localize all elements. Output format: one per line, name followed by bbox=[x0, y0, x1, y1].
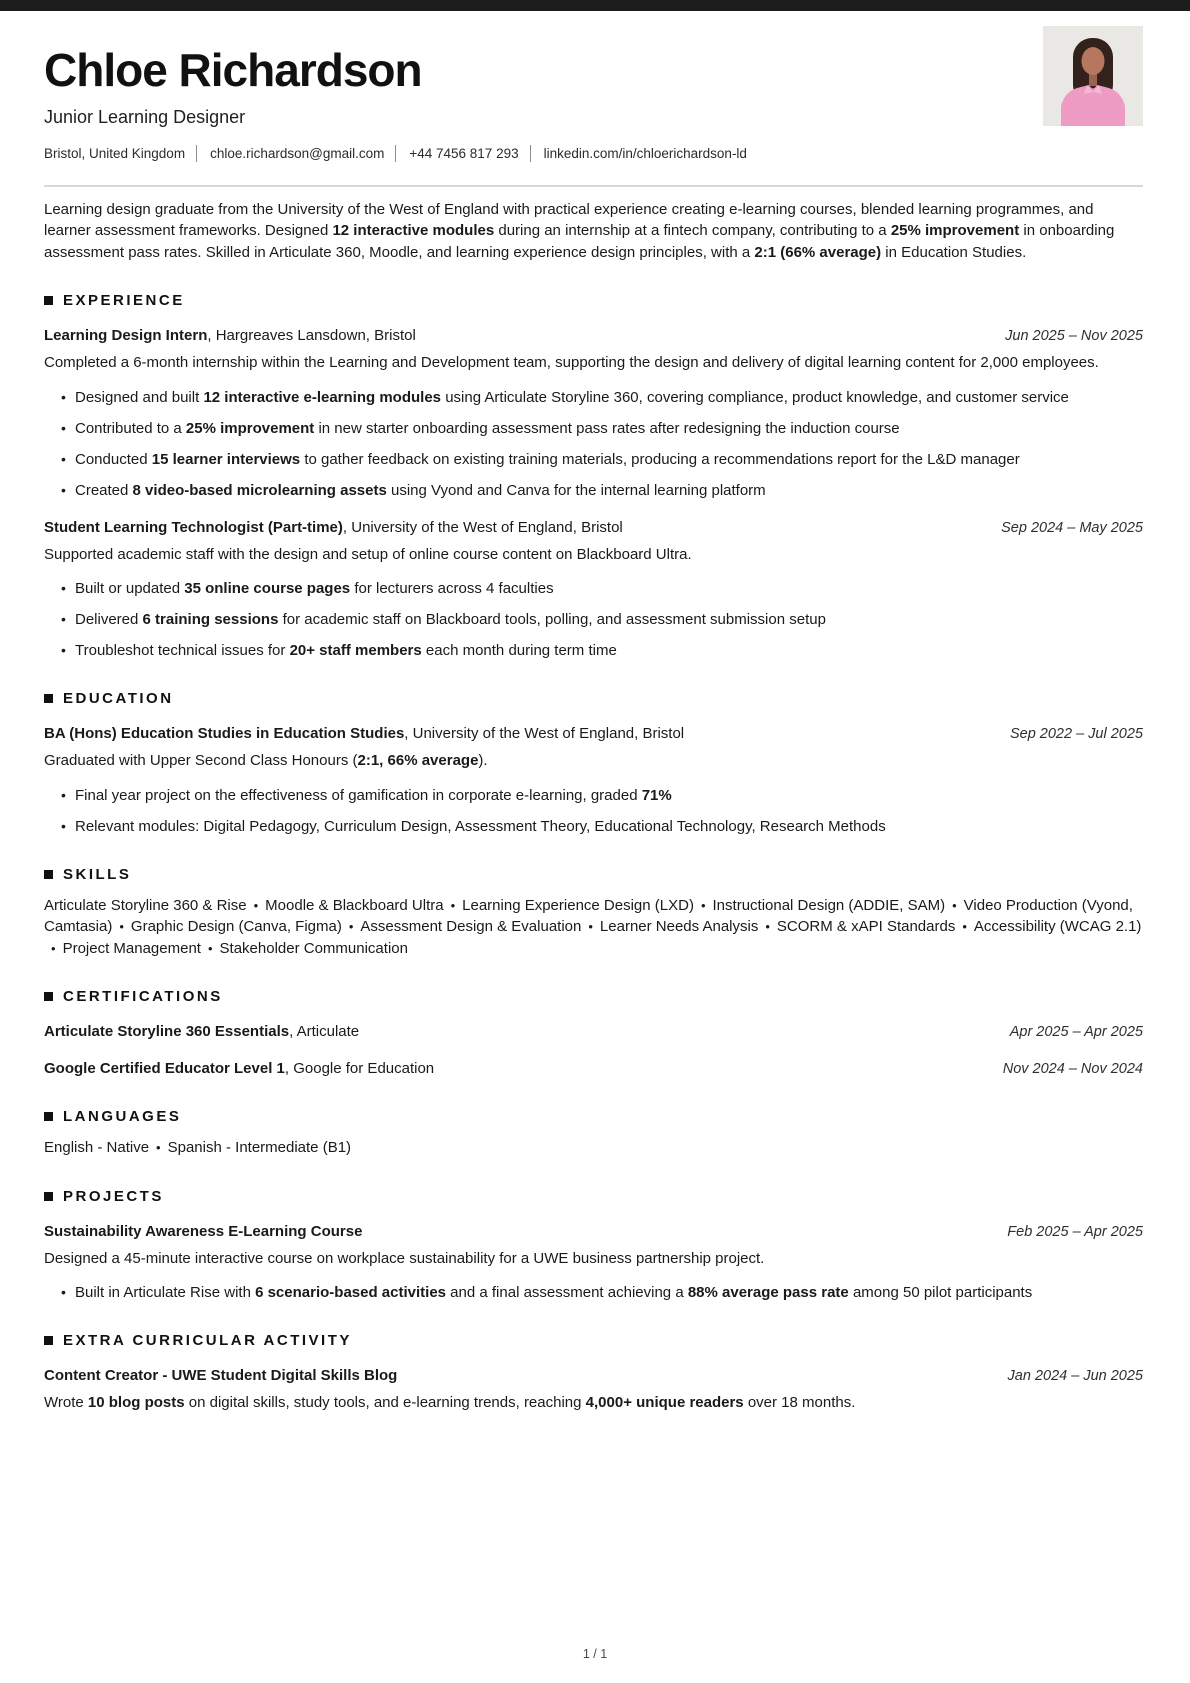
entry-header bbox=[44, 325, 1143, 346]
section-title: CERTIFICATIONS bbox=[63, 988, 223, 1006]
entry bbox=[44, 723, 1143, 837]
entry-title: Student Learning Technologist (Part-time), University of the West of England, Bristol bbox=[44, 518, 623, 536]
bullet-item: • Contributed to a 25% improvement in new starter onboarding assessment pass rates after redesigning the induction course bbox=[75, 418, 1143, 439]
inline-item: Accessibility (WCAG 2.1) bbox=[973, 918, 1142, 936]
bullet-item: • Conducted 15 learner interviews to gather feedback on existing training materials, producing a recommendations report for the L&D manager bbox=[75, 449, 1143, 470]
bullet-item: • Final year project on the effectiveness of gamification in corporate e-learning, graded 71% bbox=[75, 785, 1143, 806]
section-square-icon bbox=[44, 694, 53, 703]
inline-item: Assessment Design & Evaluation bbox=[360, 918, 582, 936]
contact-item: Bristol, United Kingdom bbox=[44, 145, 186, 161]
section-square-icon bbox=[44, 992, 53, 1001]
inline-item: Learning Experience Design (LXD) bbox=[462, 896, 694, 914]
entry-description: Wrote 10 blog posts on digital skills, study tools, and e-learning trends, reaching 4,000+ unique readers over 18 months. bbox=[44, 1394, 856, 1412]
section-header bbox=[44, 866, 1143, 883]
inline-item: Moodle & Blackboard Ultra bbox=[265, 896, 444, 914]
entry-description: Supported academic staff with the design and setup of online course content on Blackboard Ultra. bbox=[44, 545, 692, 563]
entry-description: Graduated with Upper Second Class Honours (2:1, 66% average). bbox=[44, 752, 488, 770]
contact-separator bbox=[196, 145, 197, 162]
bullet-item: • Delivered 6 training sessions for academic staff on Blackboard tools, polling, and assessment submission setup bbox=[75, 609, 1143, 630]
inline-item: Spanish - Intermediate (B1) bbox=[167, 1139, 352, 1157]
entry-title: Content Creator - UWE Student Digital Skills Blog bbox=[44, 1367, 398, 1385]
section-title: EXTRA CURRICULAR ACTIVITY bbox=[63, 1332, 352, 1350]
section-certifications bbox=[44, 988, 1143, 1079]
entry bbox=[44, 517, 1143, 662]
section-projects bbox=[44, 1188, 1143, 1304]
bullet-item: • Built or updated 35 online course pages for lecturers across 4 faculties bbox=[75, 578, 1143, 599]
entry-title: Articulate Storyline 360 Essentials, Articulate bbox=[44, 1023, 360, 1041]
section-experience bbox=[44, 292, 1143, 661]
resume-content bbox=[0, 11, 1190, 1414]
section-square-icon bbox=[44, 296, 53, 305]
contact-item: linkedin.com/in/chloerichardson-ld bbox=[543, 145, 747, 161]
profile-photo bbox=[1043, 26, 1143, 126]
page-number: 1 / 1 bbox=[582, 1647, 608, 1661]
entry-date: Jan 2024 – Jun 2025 bbox=[1007, 1368, 1143, 1385]
section-header bbox=[44, 292, 1143, 309]
inline-item: English - Native bbox=[44, 1139, 150, 1157]
top-bar bbox=[0, 0, 1190, 11]
section-inline-list bbox=[44, 895, 1143, 960]
entry-date: Feb 2025 – Apr 2025 bbox=[1007, 1223, 1143, 1240]
section-title: EDUCATION bbox=[63, 690, 174, 708]
bullet-item: • Troubleshot technical issues for 20+ staff members each month during term time bbox=[75, 640, 1143, 661]
section-title: SKILLS bbox=[63, 865, 132, 883]
entry-title: Google Certified Educator Level 1, Google for Education bbox=[44, 1060, 435, 1078]
section-header bbox=[44, 690, 1143, 707]
entry-header bbox=[44, 1365, 1143, 1386]
dot-separator-icon: • bbox=[700, 897, 706, 913]
inline-item: Learner Needs Analysis bbox=[599, 918, 759, 936]
dot-separator-icon: • bbox=[51, 940, 56, 956]
section-extra-curricular-activity bbox=[44, 1332, 1143, 1414]
entry-header bbox=[44, 1221, 1143, 1242]
contact-separator bbox=[530, 145, 531, 162]
contact-item: chloe.richardson@gmail.com bbox=[210, 145, 385, 161]
entry bbox=[44, 325, 1143, 501]
entry bbox=[44, 1021, 1143, 1042]
section-education bbox=[44, 690, 1143, 837]
contact-separator bbox=[395, 145, 396, 162]
dot-separator-icon: • bbox=[588, 919, 593, 935]
contact-item: +44 7456 817 293 bbox=[409, 145, 519, 161]
entry-header bbox=[44, 1021, 1143, 1042]
inline-item: Video Production (Vyond, Camtasia) bbox=[44, 896, 1133, 936]
section-square-icon bbox=[44, 870, 53, 879]
entry-header bbox=[44, 723, 1143, 744]
resume-header bbox=[44, 11, 1143, 187]
section-square-icon bbox=[44, 1112, 53, 1121]
inline-item: Graphic Design (Canva, Figma) bbox=[130, 918, 342, 936]
entry-title: Sustainability Awareness E-Learning Course bbox=[44, 1222, 363, 1240]
candidate-name: Chloe Richardson bbox=[44, 44, 422, 96]
entry bbox=[44, 1221, 1143, 1304]
bullet-list bbox=[44, 785, 1143, 837]
dot-separator-icon: • bbox=[348, 919, 354, 935]
section-square-icon bbox=[44, 1192, 53, 1201]
entry bbox=[44, 1365, 1143, 1414]
entry-header bbox=[44, 1058, 1143, 1079]
inline-item: Stakeholder Communication bbox=[219, 939, 408, 957]
section-square-icon bbox=[44, 1336, 53, 1345]
entry-date: Sep 2022 – Jul 2025 bbox=[1009, 726, 1143, 743]
entry-title: BA (Hons) Education Studies in Education Studies, University of the West of England, Bristol bbox=[44, 725, 685, 743]
inline-item: Project Management bbox=[62, 939, 201, 957]
section-skills bbox=[44, 866, 1143, 960]
bullet-list bbox=[44, 1282, 1143, 1303]
entry-date: Nov 2024 – Nov 2024 bbox=[1002, 1061, 1143, 1078]
inline-item: Instructional Design (ADDIE, SAM) bbox=[712, 896, 946, 914]
dot-separator-icon: • bbox=[156, 1140, 161, 1156]
contact-row bbox=[44, 145, 1143, 162]
section-header bbox=[44, 1188, 1143, 1205]
entry-date: Apr 2025 – Apr 2025 bbox=[1009, 1024, 1143, 1041]
section-header bbox=[44, 1108, 1143, 1125]
entry bbox=[44, 1058, 1143, 1079]
entry-title: Learning Design Intern, Hargreaves Lansdown, Bristol bbox=[44, 327, 416, 345]
section-header bbox=[44, 988, 1143, 1005]
bullet-item: • Created 8 video-based microlearning assets using Vyond and Canva for the internal learning platform bbox=[75, 480, 1143, 501]
bullet-item: • Relevant modules: Digital Pedagogy, Curriculum Design, Assessment Theory, Educational Technology, Research Methods bbox=[75, 816, 1143, 837]
section-inline-list bbox=[44, 1137, 1143, 1159]
section-title: LANGUAGES bbox=[63, 1108, 182, 1126]
entry-header bbox=[44, 517, 1143, 538]
dot-separator-icon: • bbox=[253, 897, 259, 913]
entry-date: Sep 2024 – May 2025 bbox=[1001, 519, 1143, 536]
profile-photo-illustration bbox=[1043, 26, 1143, 126]
summary-paragraph: Learning design graduate from the University of the West of England with practical experience creating e-learning courses, blended learning programmes, and learner assessment frameworks. Designed 12 interactive modules during an internship at a fintech company, contributing to a 25% improvement in onboarding assessment pass rates. Skilled in Articulate 360, Moodle, and learning experience design principles, with a 2:1 (66% average) in Education Studies. bbox=[44, 200, 1115, 261]
dot-separator-icon: • bbox=[119, 919, 124, 935]
dot-separator-icon: • bbox=[450, 897, 456, 913]
entry-description: Completed a 6-month internship within the Learning and Development team, supporting the design and delivery of digital learning content for 2,000 employees. bbox=[44, 354, 1099, 372]
candidate-job-title: Junior Learning Designer bbox=[44, 106, 246, 127]
bullet-list bbox=[44, 387, 1143, 501]
dot-separator-icon: • bbox=[765, 919, 770, 935]
dot-separator-icon: • bbox=[952, 897, 957, 913]
section-languages bbox=[44, 1108, 1143, 1159]
section-header bbox=[44, 1332, 1143, 1349]
bullet-item: • Designed and built 12 interactive e-learning modules using Articulate Storyline 360, covering compliance, product knowledge, and customer service bbox=[75, 387, 1143, 408]
header-divider bbox=[44, 185, 1143, 187]
section-title: EXPERIENCE bbox=[63, 292, 185, 310]
inline-item: SCORM & xAPI Standards bbox=[776, 918, 956, 936]
dot-separator-icon: • bbox=[962, 919, 967, 935]
bullet-item: • Built in Articulate Rise with 6 scenario-based activities and a final assessment achieving a 88% average pass rate among 50 pilot participants bbox=[75, 1282, 1143, 1303]
section-title: PROJECTS bbox=[63, 1187, 164, 1205]
bullet-list bbox=[44, 578, 1143, 661]
entry-date: Jun 2025 – Nov 2025 bbox=[1005, 328, 1143, 345]
dot-separator-icon: • bbox=[207, 940, 213, 956]
entry-description: Designed a 45-minute interactive course on workplace sustainability for a UWE business partnership project. bbox=[44, 1249, 765, 1267]
sections bbox=[44, 292, 1143, 1414]
inline-item: Articulate Storyline 360 & Rise bbox=[44, 896, 247, 914]
